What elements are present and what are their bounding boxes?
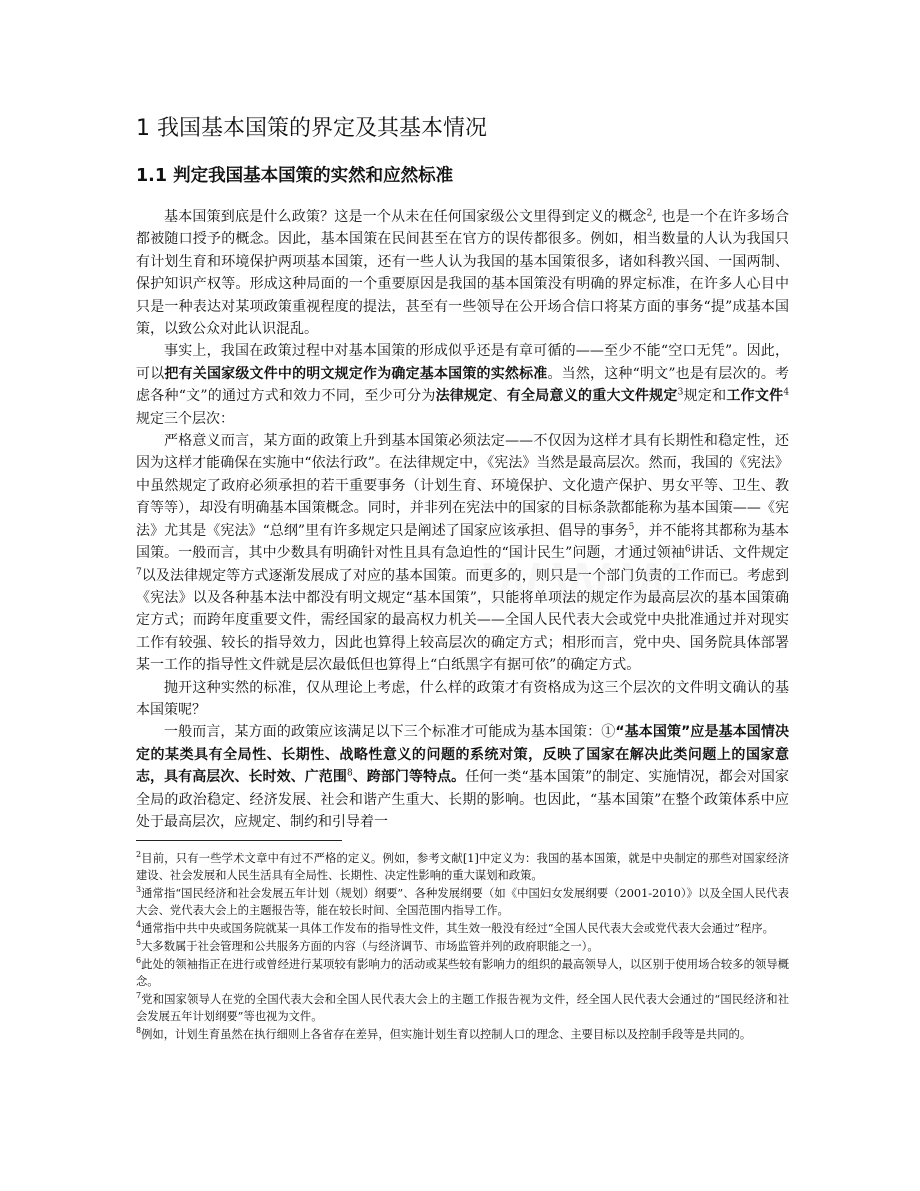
footnote-number: 2 [136,850,142,860]
footnotes [136,850,789,1044]
text-run: 严格意义而言，某方面的政策上升到基本国策必须法定——不仅因为这样才具有长期性和稳定性，还因为这样才能确保在实施中“依法行政”。在法律规定中，《宪法》当然是最高层次。然而，我国的《宪法》中虽然规定了政府必须承担的若干重要事务（计划生育、环境保护、文化遗产保护、男女平等、卫生、教育等等），却没有明确基本国策概念。同时，并非列在宪法中的国家的目标条款都能称为基本国策——《宪法》尤其是《宪法》“总纲”里有许多规定只是阐述了国家应该承担、倡导的事务 [136,433,789,539]
footnote-ref-4[interactable]: 4 [783,387,790,398]
footnote-ref-3[interactable]: 3 [677,387,684,398]
text-run: 基本国策到底是什么政策？这是一个从未在任何国家级公文里得到定义的概念 [164,209,647,225]
footnote-text: 例如，计划生育虽然在执行细则上各省存在差异，但实施计划生育以控制人口的理念、主要目标以及控制手段等是共同的。 [141,1028,752,1041]
footnote-text: 大多数属于社会管理和公共服务方面的内容（与经济调节、市场监管并列的政府职能之一）。 [141,940,599,953]
text-run: 。当然，这种“明文”也是有层次的。考虑各种“文”的通过方式和效力不同，至少可分为 [136,365,790,405]
text-run: ，并不能将其都称为基本国策。一般而言，其中少数具有明确针对性且具有急迫性的“国计民生”问题，才通过领袖 [136,522,790,562]
footnote-ref-8[interactable]: 8 [346,768,353,779]
paragraph-5 [136,721,789,833]
footnote-number: 5 [136,938,142,948]
footnote-number: 6 [136,956,142,966]
footnote-ref-2[interactable]: 2 [646,208,653,219]
text-run: , 也是一个在许多场合都被随口授予的概念。因此，基本国策在民间甚至在官方的误传都很多。例如，相当数量的人认为我国只有计划生育和环境保护两项基本国策，还有一些人认为我国的基本国策很多，诸如科教兴国、一国两制、保护知识产权等。形成这种局面的一个重要原因是我国的基本国策没有明确的界定标准，在许多人心目中只是一种表达对某项政策重视程度的提法，甚至有一些领导在公开场合信口将某方面的事务“提”成基本国策，以致公众对此认识混乱。 [136,209,789,338]
text-run: 讲话、文件规定 [690,545,790,562]
paragraph-3 [136,430,789,676]
footnote-number: 8 [136,1026,142,1036]
footnote-ref-6[interactable]: 6 [684,544,691,555]
emphasis: 法律规定 [435,388,493,405]
emphasis: 把有关国家级文件中的明文规定作为确定基本国策的实然标准 [164,365,548,382]
footnote-number: 7 [136,991,142,1001]
footnote-ref-7[interactable]: 7 [136,566,142,577]
footnote-5 [136,938,789,955]
paragraph-2 [136,340,789,430]
emphasis: 工作文件 [726,388,784,405]
footnote-separator [136,840,342,841]
text-run: 规定和 [683,388,727,405]
footnote-3 [136,885,789,919]
footnote-text: 通常指“国民经济和社会发展五年计划（规划）纲要”、各种发展纲要（如《中国妇女发展纲要（2001-2010）》以及全国人民代表大会、党代表大会上的主题报告等，能在较长时间、全国范围内指导工作。 [136,887,789,917]
footnote-8 [136,1026,789,1043]
footnote-number: 4 [136,920,142,930]
emphasis: “基本国策”应是基本国情决定的某类具有全局性、长期性、战略性意义的问题的系统对策，反映了国家在解决此类问题上的国家意志，具有高层次、长时效、广范围 [136,724,789,786]
paragraph-4: 抛开这种实然的标准，仅从理论上考虑，什么样的政策才有资格成为这三个层次的文件明文确认的基本国策呢？ [136,679,789,718]
paragraph-1 [136,206,789,340]
subsection-heading: 1.1 判定我国基本国策的实然和应然标准 [136,166,454,186]
text-run: 规定三个层次： [136,410,234,427]
text-run: 、 [492,388,507,405]
footnote-text: 通常指中共中央或国务院就某一具体工作发布的指导性文件，其生效一般没有经过“全国人民代表大会或党代表大会通过”程序。 [141,922,774,935]
text-run: 一般而言，某方面的政策应该满足以下三个标准才可能成为基本国策：① [164,724,616,741]
footnote-4 [136,920,789,937]
section-heading: 1 我国基本国策的界定及其基本情况 [136,116,487,141]
footnote-text: 党和国家领导人在党的全国代表大会和全国人民代表大会上的主题工作报告视为文件，经全国人民代表大会通过的“国民经济和社会发展五年计划纲要”等也视为文件。 [136,993,789,1023]
footnote-2 [136,850,789,884]
footnote-number: 3 [136,885,142,895]
footnote-7 [136,991,789,1025]
footnote-text: 此处的领袖指正在进行或曾经进行某项较有影响力的活动或某些较有影响力的组织的最高领导人，以区别于使用场合较多的领导概念。 [136,958,789,988]
text-run: 以及法律规定等方式逐渐发展成了对应的基本国策。而更多的，则只是一个部门负责的工作而已。考虑到《宪法》以及各种基本法中都没有明文规定“基本国策”，只能将单项法的规定作为最高层次的基本国策确定方式；而跨年度重要文件，需经国家的最高权力机关——全国人民代表大会或党中央批准通过并对现实工作有较强、较长的指导效力，因此也算得上较高层次的确定方式；相形而言，党中央、国务院具体部署某一工作的指导性文件就是层次最低但也算得上“白纸黑字有据可依”的确定方式。 [136,567,789,674]
text-run: 任何一类“基本国策”的制定、实施情况，都会对国家全局的政治稳定、经济发展、社会和谐产生重大、长期的影响。也因此，“基本国策”在整个政策体系中应处于最高层次，应规定、制约和引导着一 [136,769,789,830]
text-run: 事实上，我国在政策过程中对基本国策的形成似乎还是有章可循的——至少不能“空口无凭”。因此，可以 [136,343,789,382]
footnote-6 [136,956,789,990]
footnote-ref-5[interactable]: 5 [628,522,635,533]
emphasis: 有全局意义的重大文件规定 [506,388,678,405]
footnote-text: 目前，只有一些学术文章中有过不严格的定义。例如，参考文献[1]中定义为：我国的基本国策，就是中央制定的那些对国家经济建设、社会发展和人民生活具有全局性、长期性、决定性影响的重大谋划和政策。 [136,852,789,882]
emphasis: 、跨部门等特点。 [352,769,466,786]
body-text [136,206,789,833]
